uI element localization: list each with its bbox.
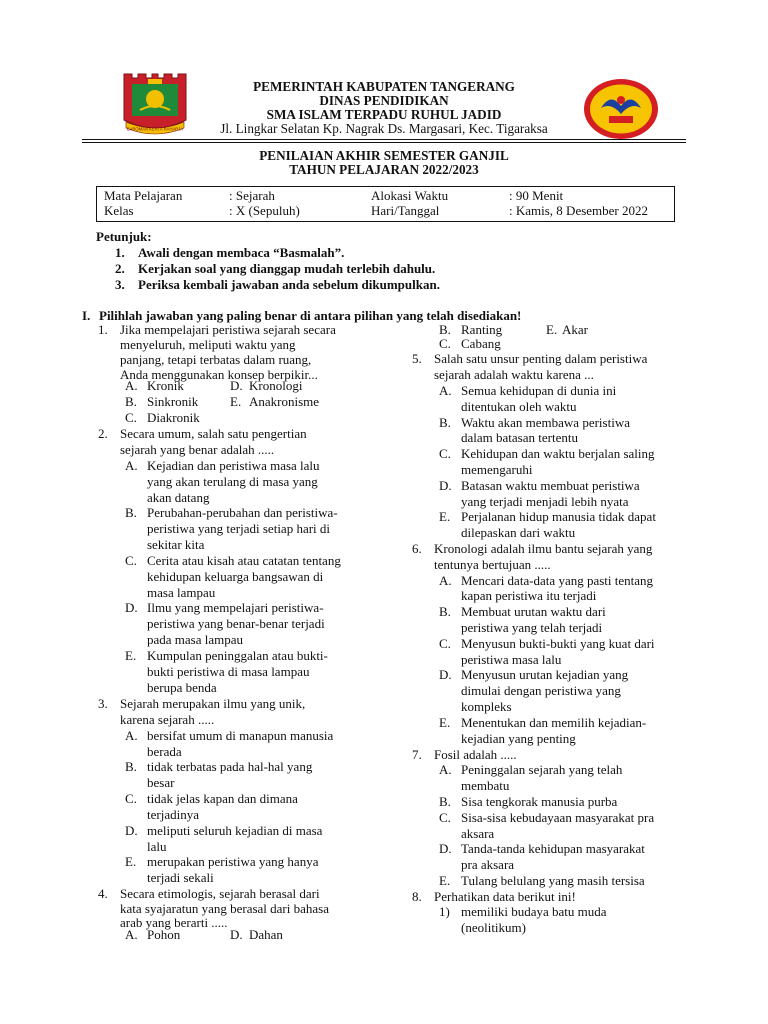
question-text: panjang, tetapi terbatas dalam ruang, (120, 352, 312, 367)
option-text: Semua kehidupan di dunia ini (461, 383, 617, 398)
instruction-number: 3. (115, 277, 125, 292)
option-text: membatu (461, 778, 510, 793)
option-letter: C. (125, 791, 137, 806)
header-rule (82, 139, 686, 140)
instruction-number: 1. (115, 245, 125, 260)
option-text: Cerita atau kisah atau catatan tentang (147, 553, 341, 568)
option-text: Peninggalan sejarah yang telah (461, 762, 623, 777)
option-text: pra aksara (461, 857, 515, 872)
option-letter: E. (439, 509, 451, 524)
subject-label: Mata Pelajaran (104, 188, 183, 203)
option-letter: C. (439, 810, 451, 825)
date-label: Hari/Tanggal (371, 203, 440, 218)
option-letter: E. (125, 648, 137, 663)
option-letter: D. (230, 378, 243, 393)
option-text: Sisa tengkorak manusia purba (461, 794, 618, 809)
list-item-text: (neolitikum) (461, 920, 526, 935)
option-text: Membuat urutan waktu dari (461, 604, 606, 619)
option-letter: B. (125, 759, 137, 774)
option-text: Tulang belulang yang masih tersisa (461, 873, 645, 888)
option-letter: C. (125, 553, 137, 568)
option-letter: D. (439, 478, 452, 493)
section-number: I. (82, 308, 91, 323)
option-letter: A. (439, 573, 452, 588)
section-title: Pilihlah jawaban yang paling benar di antara pilihan yang telah disediakan! (99, 308, 522, 323)
option-letter: A. (125, 728, 138, 743)
question-text: Perhatikan data berikut ini! (434, 889, 576, 904)
option-text: pada masa lampau (147, 632, 244, 647)
instructions-label: Petunjuk: (96, 229, 152, 244)
option-text: yang akan terulang di masa yang (147, 474, 318, 489)
instruction-text: Periksa kembali jawaban anda sebelum dikumpulkan. (138, 277, 440, 292)
option-text: besar (147, 775, 175, 790)
question-text: kata syajaratun yang berasal dari bahasa (120, 901, 329, 916)
instruction-text: Awali dengan membaca “Basmalah”. (138, 245, 345, 260)
exam-title: PENILAIAN AKHIR SEMESTER GANJIL (259, 148, 509, 163)
option-text: ditentukan oleh waktu (461, 399, 577, 414)
subject-value: : Sejarah (229, 188, 275, 203)
option-text: yang terjadi menjadi lebih nyata (461, 494, 629, 509)
option-text: Dahan (249, 927, 283, 942)
option-text: peristiwa yang terjadi setiap hari di (147, 521, 331, 536)
option-text: aksara (461, 826, 495, 841)
option-letter: B. (439, 794, 451, 809)
header-line-3: SMA ISLAM TERPADU RUHUL JADID (266, 107, 502, 122)
header-rule-thin (82, 142, 686, 143)
question-number: 7. (412, 747, 422, 762)
question-text: Anda menggunakan konsep berpikir... (120, 367, 318, 382)
option-text: peristiwa yang telah terjadi (461, 620, 603, 635)
option-text: Sisa-sisa kebudayaan masyarakat pra (461, 810, 655, 825)
option-letter: E. (125, 854, 137, 869)
option-letter: A. (125, 378, 138, 393)
option-letter: C. (439, 336, 451, 351)
option-letter: E. (439, 873, 451, 888)
option-text: Mencari data-data yang pasti tentang (461, 573, 654, 588)
option-text: Kehidupan dan waktu berjalan saling (461, 446, 655, 461)
option-text: dimulai dengan peristiwa yang (461, 683, 621, 698)
question-text: Fosil adalah ..... (434, 747, 517, 762)
option-text: bukti peristiwa di masa lampau (147, 664, 310, 679)
header-line-2: DINAS PENDIDIKAN (319, 93, 449, 108)
option-letter: C. (439, 446, 451, 461)
question-text: arab yang berarti ..... (120, 915, 228, 930)
option-text: terjadi sekali (147, 870, 214, 885)
option-letter: A. (439, 383, 452, 398)
option-text: dilepaskan dari waktu (461, 525, 576, 540)
option-text: dalam batasan tertentu (461, 430, 578, 445)
option-letter: D. (439, 667, 452, 682)
question-text: sejarah adalah waktu karena ... (434, 367, 594, 382)
option-text: Perubahan-perubahan dan peristiwa- (147, 505, 338, 520)
question-number: 5. (412, 351, 422, 366)
option-text: Kejadian dan peristiwa masa lalu (147, 458, 320, 473)
option-text: Diakronik (147, 410, 200, 425)
option-letter: D. (125, 823, 138, 838)
option-letter: B. (125, 505, 137, 520)
option-letter: B. (125, 394, 137, 409)
time-label: Alokasi Waktu (371, 188, 449, 203)
option-text: Waktu akan membawa peristiwa (461, 415, 630, 430)
option-text: tidak terbatas pada hal-hal yang (147, 759, 313, 774)
question-number: 1. (98, 322, 108, 337)
option-text: kehidupan keluarga bangsawan di (147, 569, 324, 584)
exam-year: TAHUN PELAJARAN 2022/2023 (289, 162, 479, 177)
option-letter: A. (439, 762, 452, 777)
option-text: Ranting (461, 322, 503, 337)
option-letter: C. (439, 636, 451, 651)
option-letter: D. (439, 841, 452, 856)
date-value: : Kamis, 8 Desember 2022 (509, 203, 649, 218)
header-line-1: PEMERINTAH KABUPATEN TANGERANG (253, 79, 515, 94)
option-text: tidak jelas kapan dan dimana (147, 791, 298, 806)
option-text: peristiwa masa lalu (461, 652, 562, 667)
option-text: merupakan peristiwa yang hanya (147, 854, 319, 869)
option-letter: C. (125, 410, 137, 425)
option-text: memengaruhi (461, 462, 533, 477)
option-text: Perjalanan hidup manusia tidak dapat (461, 509, 656, 524)
option-text: Menyusun urutan kejadian yang (461, 667, 629, 682)
list-item-text: memiliki budaya batu muda (461, 904, 607, 919)
option-text: akan datang (147, 490, 210, 505)
option-text: Menyusun bukti-bukti yang kuat dari (461, 636, 655, 651)
option-text: berada (147, 744, 182, 759)
option-text: terjadinya (147, 807, 199, 822)
question-number: 6. (412, 541, 422, 556)
time-value: : 90 Menit (509, 188, 564, 203)
option-text: Kumpulan peninggalan atau bukti- (147, 648, 328, 663)
option-text: bersifat umum di manapun manusia (147, 728, 334, 743)
option-text: Anakronisme (249, 394, 320, 409)
question-number: 3. (98, 696, 108, 711)
option-text: Kronologi (249, 378, 303, 393)
question-text: sejarah yang benar adalah ..... (120, 442, 275, 457)
question-text: tentunya bertujuan ..... (434, 557, 551, 572)
option-text: kapan peristiwa itu terjadi (461, 588, 597, 603)
instruction-text: Kerjakan soal yang dianggap mudah terlebih dahulu. (138, 261, 436, 276)
option-text: Ilmu yang mempelajari peristiwa- (147, 600, 324, 615)
question-text: Kronologi adalah ilmu bantu sejarah yang (434, 541, 653, 556)
option-text: lalu (147, 839, 167, 854)
class-value: : X (Sepuluh) (229, 203, 300, 218)
option-text: Menentukan dan memilih kejadian- (461, 715, 647, 730)
option-text: Kronik (147, 378, 184, 393)
option-letter: E. (546, 322, 558, 337)
option-text: Tanda-tanda kehidupan masyarakat (461, 841, 645, 856)
option-text: Pohon (147, 927, 181, 942)
option-text: sekitar kita (147, 537, 205, 552)
question-text: Secara umum, salah satu pengertian (120, 426, 307, 441)
option-text: kejadian yang penting (461, 731, 576, 746)
option-text: Sinkronik (147, 394, 199, 409)
list-item-number: 1) (439, 904, 450, 919)
question-number: 2. (98, 426, 108, 441)
option-letter: A. (125, 927, 138, 942)
instruction-number: 2. (115, 261, 125, 276)
question-text: Salah satu unsur penting dalam peristiwa (434, 351, 648, 366)
option-letter: D. (125, 600, 138, 615)
option-letter: B. (439, 604, 451, 619)
option-letter: E. (230, 394, 242, 409)
option-letter: A. (125, 458, 138, 473)
question-number: 4. (98, 886, 108, 901)
header-address: Jl. Lingkar Selatan Kp. Nagrak Ds. Margasari, Kec. Tigaraksa (220, 121, 548, 136)
option-letter: B. (439, 322, 451, 337)
option-text: kompleks (461, 699, 512, 714)
question-number: 8. (412, 889, 422, 904)
option-text: berupa benda (147, 680, 217, 695)
class-label: Kelas (104, 203, 134, 218)
option-text: masa lampau (147, 585, 216, 600)
question-text: Sejarah merupakan ilmu yang unik, (120, 696, 306, 711)
option-letter: E. (439, 715, 451, 730)
question-text: Jika mempelajari peristiwa sejarah secara (120, 322, 336, 337)
question-text: Secara etimologis, sejarah berasal dari (120, 886, 320, 901)
question-text: karena sejarah ..... (120, 712, 215, 727)
option-text: peristiwa yang benar-benar terjadi (147, 616, 325, 631)
option-text: meliputi seluruh kejadian di masa (147, 823, 323, 838)
option-text: Akar (562, 322, 588, 337)
option-letter: D. (230, 927, 243, 942)
svg-text:BAROMAN KERTA RAHARJA: BAROMAN KERTA RAHARJA (126, 126, 184, 132)
option-letter: B. (439, 415, 451, 430)
option-text: Cabang (461, 336, 501, 351)
question-text: menyeluruh, meliputi waktu yang (120, 337, 296, 352)
option-text: Batasan waktu membuat peristiwa (461, 478, 640, 493)
